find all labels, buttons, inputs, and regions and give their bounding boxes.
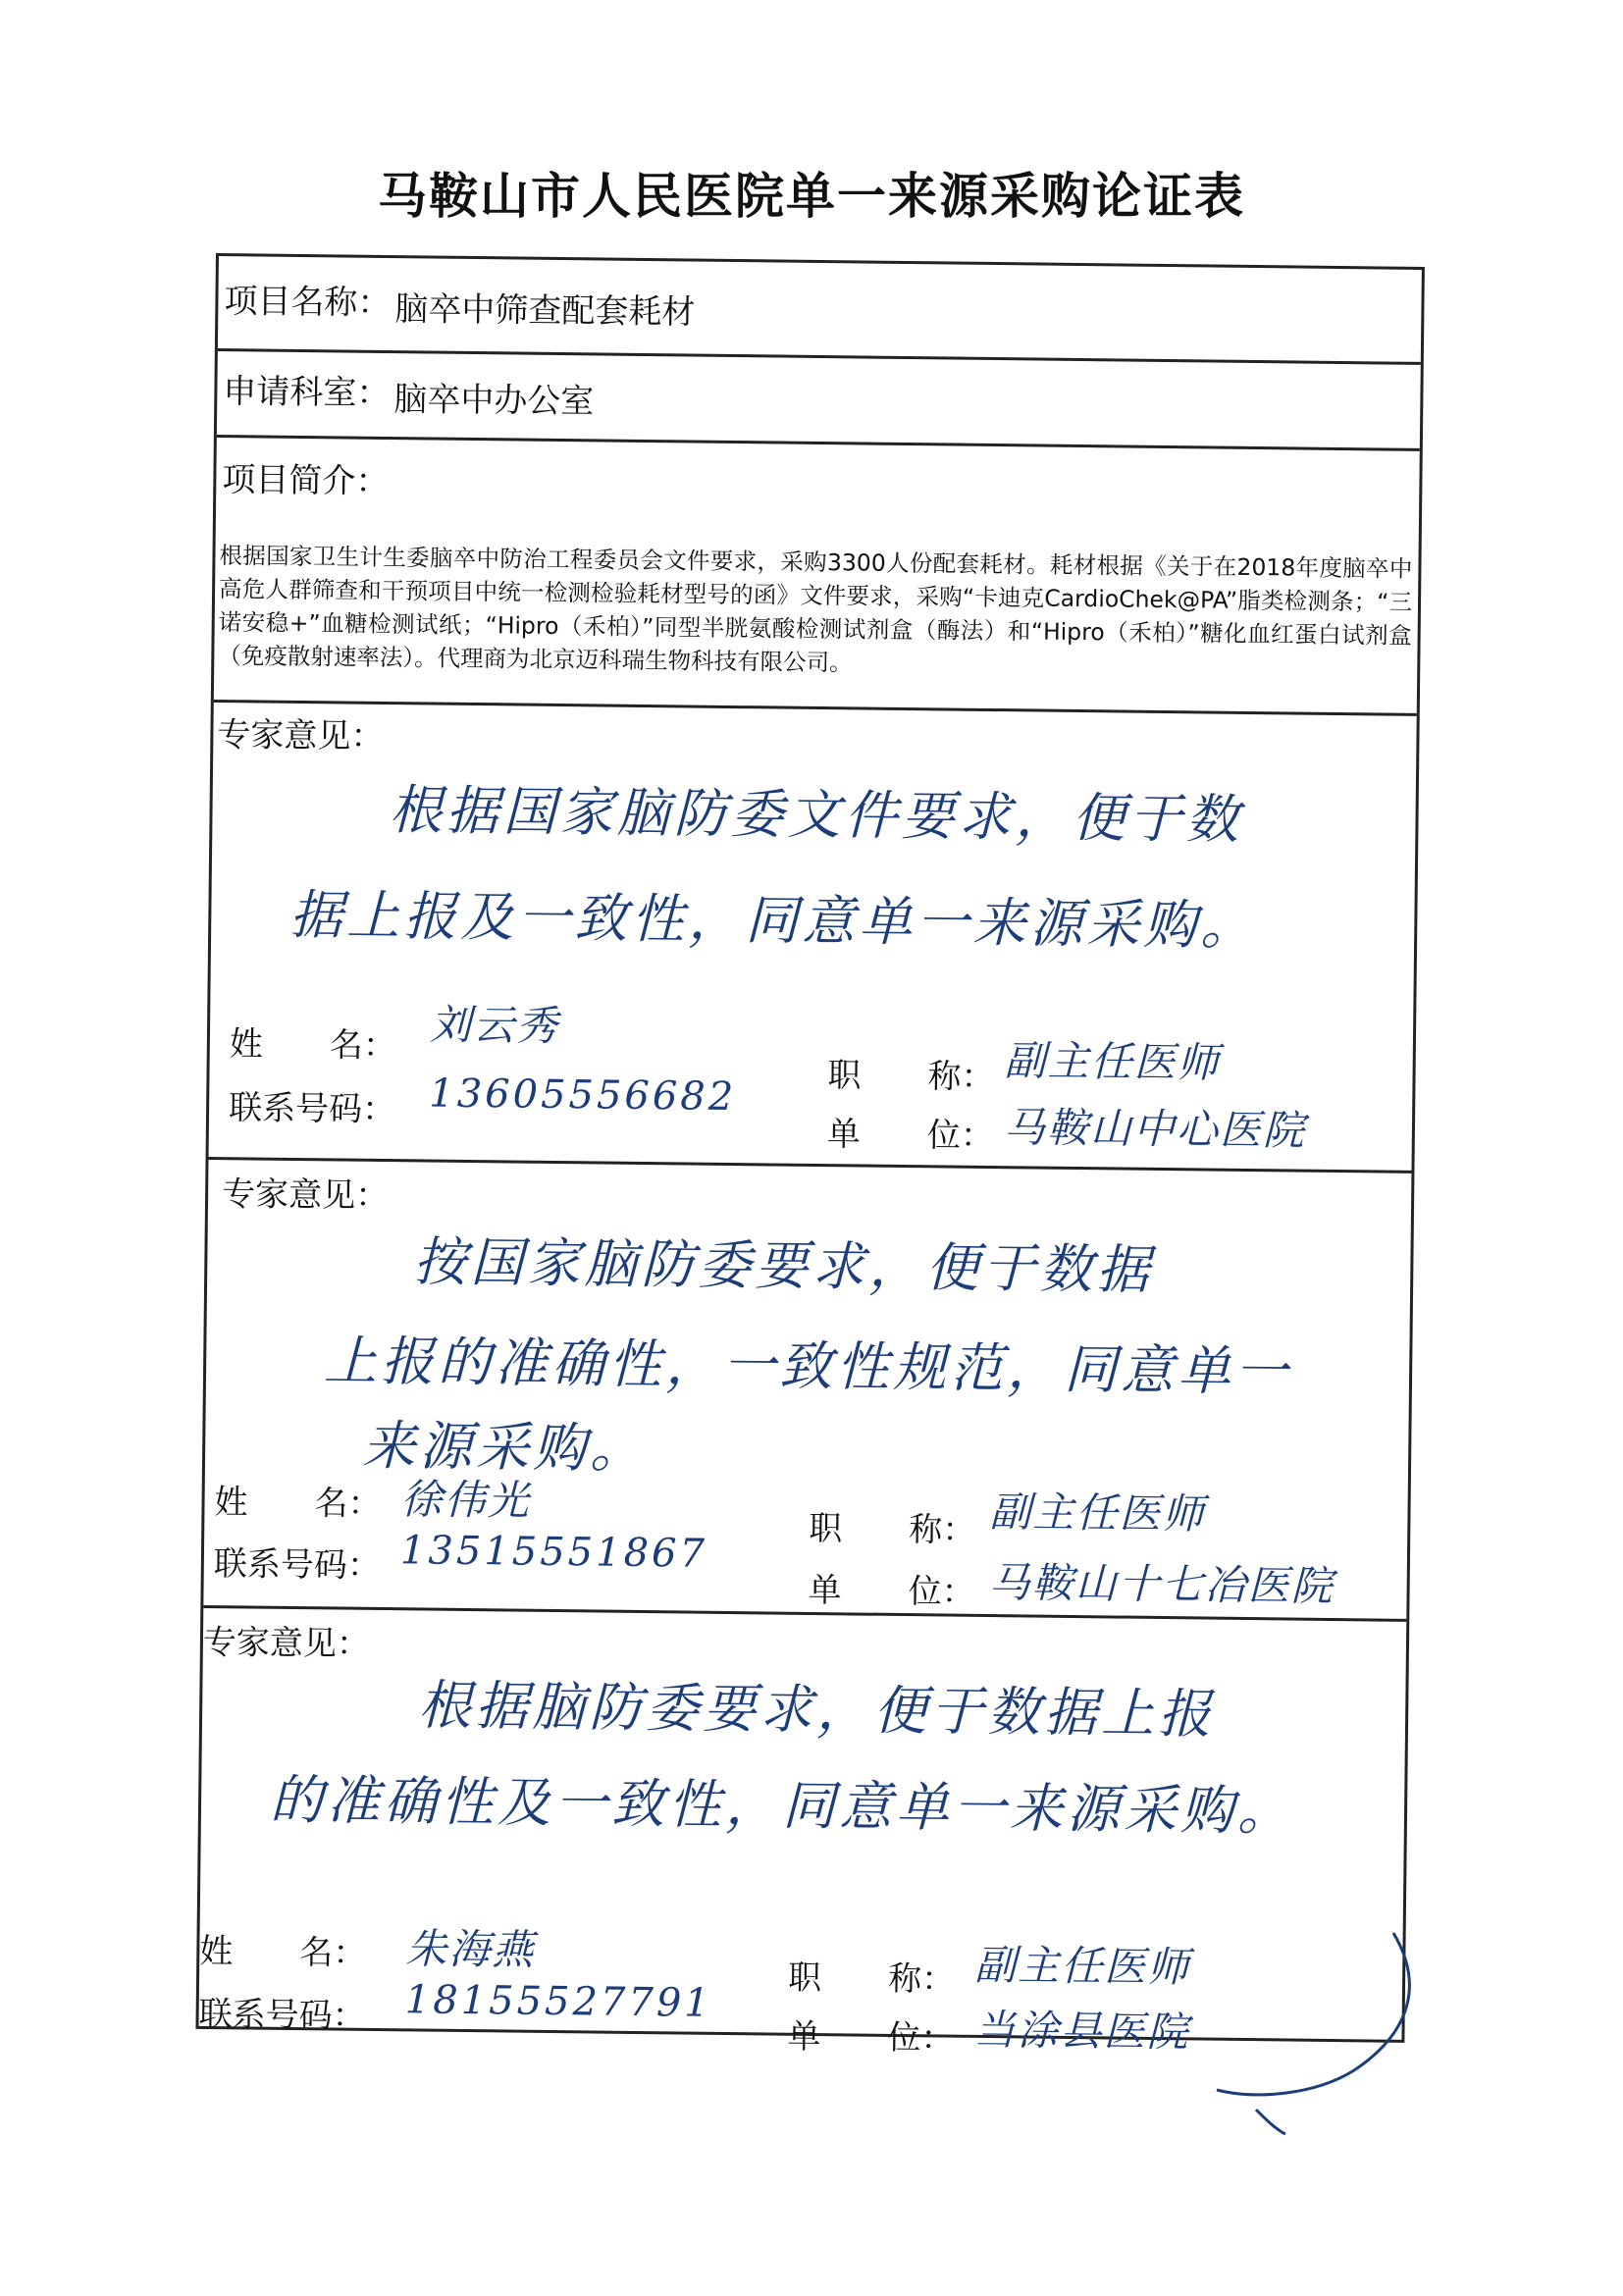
expert-3-title-value: 副主任医师	[973, 1940, 1191, 1992]
expert-1-unit-value: 马鞍山中心医院	[1003, 1103, 1307, 1155]
expert-1-phone-label: 联系号码：	[228, 1088, 396, 1130]
project-name-label: 项目名称：	[224, 282, 392, 324]
expert-1-phone: 13605556682	[429, 1070, 737, 1121]
expert-1-opinion-label: 专家意见：	[217, 715, 385, 757]
expert-3-name-label: 姓 名：	[199, 1931, 367, 1973]
expert-3-unit-label: 单 位：	[787, 2016, 955, 2059]
project-intro-text: 根据国家卫生计生委脑卒中防治工程委员会文件要求，采购3300人份配套耗材。耗材根据《关于在2018年度脑卒中高危人群筛查和干预项目中统一检测检验耗材型号的函》文件要求，采购“卡迪克CardioChek@PA”脂类检测条；“三诺安稳+”血糖检测试纸；“Hipro（禾柏）”同型半胱氨酸检测试剂盒（酶法）和“Hipro（禾柏）”糖化血红蛋白试剂盒（免疫散射速率法）。代理商为北京迈科瑞生物科技有限公司。	[218, 542, 1413, 677]
document-title: 马鞍山市人民医院单一来源采购论证表	[378, 167, 1245, 225]
expert-2-title-label: 职 称：	[809, 1508, 976, 1550]
expert-1-title-value: 副主任医师	[1004, 1036, 1221, 1087]
project-intro-label: 项目简介：	[222, 460, 390, 502]
department-value: 脑卒中办公室	[393, 380, 595, 422]
expert-3-opinion-line-2: 的准确性及一致性，同意单一来源采购。	[269, 1768, 1295, 1843]
project-name-value: 脑卒中筛查配套耗材	[394, 289, 696, 333]
expert-2-opinion-label: 专家意见：	[221, 1174, 390, 1217]
procurement-form	[195, 253, 1424, 2059]
expert-2-phone-label: 联系号码：	[213, 1544, 382, 1586]
expert-1-name-label: 姓 名：	[229, 1024, 397, 1067]
divider	[217, 435, 1420, 451]
expert-2-opinion-line-1: 按国家脑防委要求，便于数据	[412, 1230, 1154, 1301]
divider	[218, 348, 1421, 365]
expert-2-unit-label: 单 位：	[808, 1570, 975, 1612]
expert-2-title-value: 副主任医师	[989, 1487, 1206, 1539]
pen-stroke-decoration	[1197, 1923, 1452, 2139]
expert-3-opinion-line-1: 根据脑防委要求，便于数据上报	[417, 1674, 1216, 1746]
expert-3-name-signature: 朱海燕	[405, 1924, 536, 1974]
expert-3-unit-value: 当涂县医院	[973, 2005, 1190, 2057]
expert-2-unit-value: 马鞍山十七冶医院	[988, 1558, 1335, 1611]
expert-3-phone-label: 联系号码：	[198, 1994, 366, 2036]
expert-3-opinion-label: 专家意见：	[202, 1622, 371, 1664]
expert-3-title-label: 职 称：	[787, 1957, 956, 2000]
expert-1-unit-label: 单 位：	[826, 1115, 995, 1157]
expert-2-name-label: 姓 名：	[214, 1483, 382, 1524]
department-label: 申请科室：	[223, 372, 391, 414]
expert-2-name-signature: 徐伟光	[400, 1475, 531, 1525]
divider	[214, 700, 1417, 716]
expert-1-opinion-line-2: 据上报及一致性，同意单一来源采购。	[288, 883, 1258, 958]
expert-1-title-label: 职 称：	[827, 1056, 995, 1098]
expert-2-opinion-line-2: 上报的准确性，一致性规范，同意单一	[323, 1330, 1292, 1403]
divider	[209, 1157, 1412, 1174]
expert-3-phone: 18155527791	[404, 1977, 713, 2026]
expert-2-opinion-line-3: 来源采购。	[361, 1414, 648, 1481]
expert-2-phone: 13515551867	[399, 1528, 708, 1577]
expert-1-opinion-line-1: 根据国家脑防委文件要求，便于数	[389, 779, 1243, 851]
expert-1-name-signature: 刘云秀	[429, 1000, 560, 1051]
